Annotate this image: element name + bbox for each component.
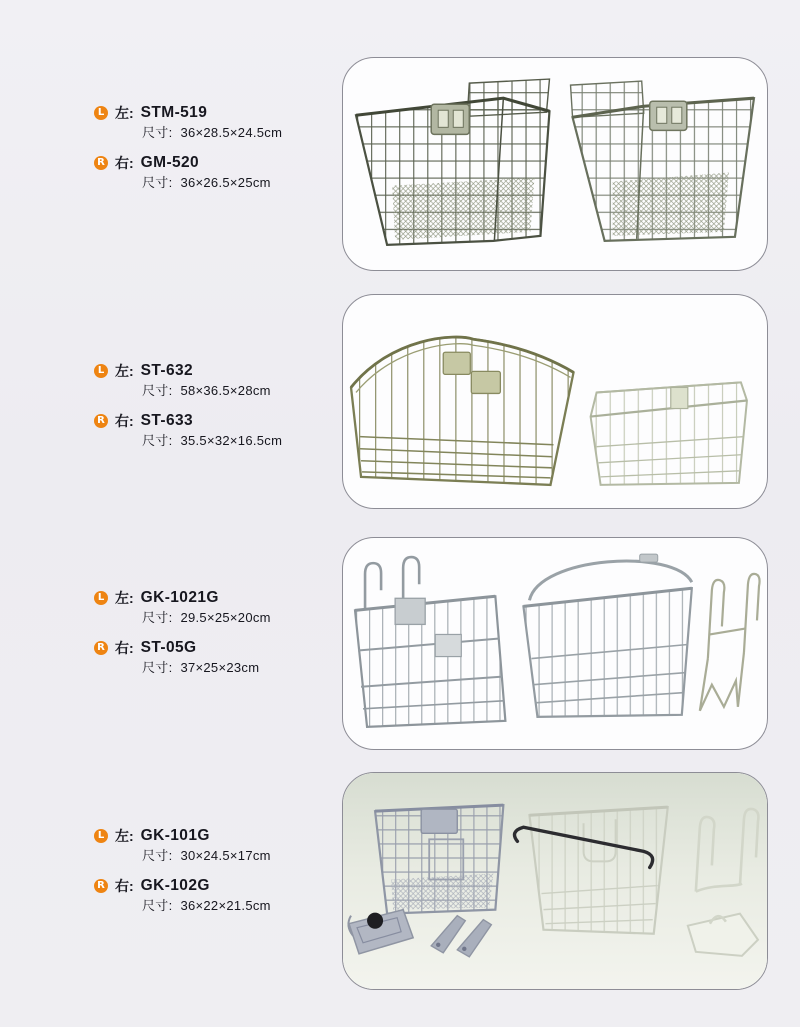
size-label: 尺寸:	[142, 898, 173, 913]
basket-right-illustration	[571, 81, 754, 241]
size-row	[142, 847, 324, 864]
size-row	[142, 659, 324, 676]
gray-basket-illustration	[375, 805, 503, 914]
entry-title	[94, 362, 324, 380]
model-number: ST-05G	[140, 639, 197, 656]
size-label: 尺寸:	[142, 433, 173, 448]
left-badge-icon: L	[94, 829, 108, 843]
handle-basket-illustration	[523, 554, 691, 717]
size-value: 35.5×32×16.5cm	[180, 433, 283, 448]
side-label: 右:	[115, 413, 134, 429]
basket-left-illustration	[351, 337, 574, 485]
product-entry-left	[94, 589, 324, 626]
size-value: 29.5×25×20cm	[180, 610, 271, 625]
left-badge-icon: L	[94, 591, 108, 605]
model-number: GK-102G	[140, 877, 210, 894]
product-info-1	[94, 104, 324, 191]
product-info-2	[94, 362, 324, 449]
size-row	[142, 124, 324, 141]
right-badge-icon: R	[94, 641, 108, 655]
model-number: GM-520	[140, 154, 200, 171]
wire-basket-illustration	[343, 295, 767, 508]
product-entry-left	[94, 104, 324, 141]
size-label: 尺寸:	[142, 848, 173, 863]
size-value: 30×24.5×17cm	[180, 848, 271, 863]
size-row	[142, 174, 324, 191]
size-label: 尺寸:	[142, 175, 173, 190]
size-label: 尺寸:	[142, 660, 173, 675]
entry-title	[94, 412, 324, 430]
product-entry-left	[94, 362, 324, 399]
hook-basket-illustration	[355, 557, 505, 727]
size-row	[142, 382, 324, 399]
product-photo-panel-1	[342, 57, 768, 271]
entry-title	[94, 639, 324, 657]
side-label: 右:	[115, 155, 134, 171]
model-number: ST-632	[140, 362, 194, 379]
size-label: 尺寸:	[142, 383, 173, 398]
right-badge-icon: R	[94, 879, 108, 893]
size-value: 37×25×23cm	[180, 660, 260, 675]
side-label: 左:	[115, 828, 134, 844]
basket-right-illustration	[591, 382, 747, 484]
entry-title	[94, 154, 324, 172]
side-label: 右:	[115, 640, 134, 656]
right-badge-icon: R	[94, 414, 108, 428]
size-label: 尺寸:	[142, 610, 173, 625]
entry-title	[94, 827, 324, 845]
model-number: STM-519	[140, 104, 208, 121]
wire-basket-illustration	[343, 773, 767, 989]
basket-left-illustration	[356, 79, 549, 245]
model-number: GK-1021G	[140, 589, 219, 606]
product-entry-right	[94, 639, 324, 676]
side-label: 左:	[115, 590, 134, 606]
product-info-4	[94, 827, 324, 914]
size-value: 58×36.5×28cm	[180, 383, 271, 398]
side-label: 右:	[115, 878, 134, 894]
product-photo-panel-4	[342, 772, 768, 990]
side-label: 左:	[115, 363, 134, 379]
size-label: 尺寸:	[142, 125, 173, 140]
product-entry-right	[94, 877, 324, 914]
product-info-3	[94, 589, 324, 676]
left-badge-icon: L	[94, 364, 108, 378]
wire-basket-illustration	[343, 58, 767, 270]
product-entry-left	[94, 827, 324, 864]
size-value: 36×28.5×24.5cm	[180, 125, 283, 140]
size-row	[142, 897, 324, 914]
size-row	[142, 432, 324, 449]
model-number: GK-101G	[140, 827, 210, 844]
left-badge-icon: L	[94, 106, 108, 120]
size-value: 36×22×21.5cm	[180, 898, 271, 913]
wire-basket-illustration	[343, 538, 767, 749]
model-number: ST-633	[140, 412, 194, 429]
side-label: 左:	[115, 105, 134, 121]
product-entry-right	[94, 154, 324, 191]
size-row	[142, 609, 324, 626]
mounting-bracket-illustration	[700, 574, 760, 711]
product-photo-panel-2	[342, 294, 768, 509]
right-badge-icon: R	[94, 156, 108, 170]
entry-title	[94, 877, 324, 895]
product-entry-right	[94, 412, 324, 449]
entry-title	[94, 104, 324, 122]
entry-title	[94, 589, 324, 607]
size-value: 36×26.5×25cm	[180, 175, 271, 190]
product-photo-panel-3	[342, 537, 768, 750]
